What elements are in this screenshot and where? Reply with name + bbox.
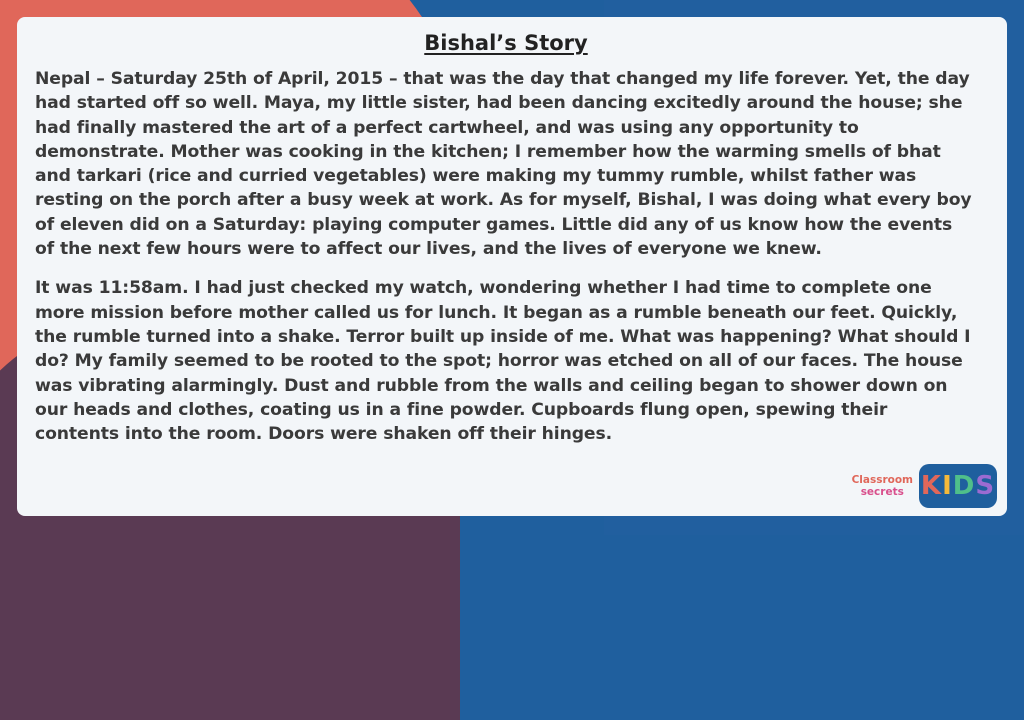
brand-logos xyxy=(852,464,997,508)
story-paragraph-1: Nepal – Saturday 25th of April, 2015 – that was the day that changed my life forever. Yet, the day had started off so well. Maya, my little sister, had been dancing excitedly around the house; she had finally mastered the art of a perfect cartwheel, and was using any opportunity to demonstrate. Mother was cooking in the kitchen; I remember how the warming smells of bhat and tarkari (rice and curried vegetables) were making my tummy rumble, whilst father was resting on the porch after a busy week at work. As for myself, Bishal, I was doing what every boy of eleven did on a Saturday: playing computer games. Little did any of us know how the events of the next few hours were to affect our lives, and the lives of everyone we knew. xyxy=(35,69,972,260)
kids-logo-letter-k: K xyxy=(920,471,943,501)
classroom-secrets-logo-line2: secrets xyxy=(860,486,904,498)
kids-logo-letter-i: I xyxy=(942,471,953,501)
story-title-text: Bishal’s Story xyxy=(424,31,588,55)
story-title xyxy=(35,29,977,57)
classroom-secrets-logo xyxy=(852,474,913,498)
story-card xyxy=(17,17,1007,516)
story-paragraph-2: It was 11:58am. I had just checked my watch, wondering whether I had time to complete one more mission before mother called us for lunch. It began as a rumble beneath our feet. Quickly, the rumble turned into a shake. Terror built up inside of me. What was happening? What should I do? My family seemed to be rooted to the spot; horror was etched on all of our faces. The house was vibrating alarmingly. Dust and rubble from the walls and ceiling began to shower down on our heads and clothes, coating us in a fine powder. Cupboards flung open, spewing their contents into the room. Doors were shaken off their hinges. xyxy=(35,278,971,445)
kids-logo-letter-s: S xyxy=(975,471,996,501)
classroom-secrets-logo-line1: Classroom xyxy=(851,474,913,486)
kids-logo xyxy=(919,464,997,508)
kids-logo-letter-d: D xyxy=(952,471,976,501)
